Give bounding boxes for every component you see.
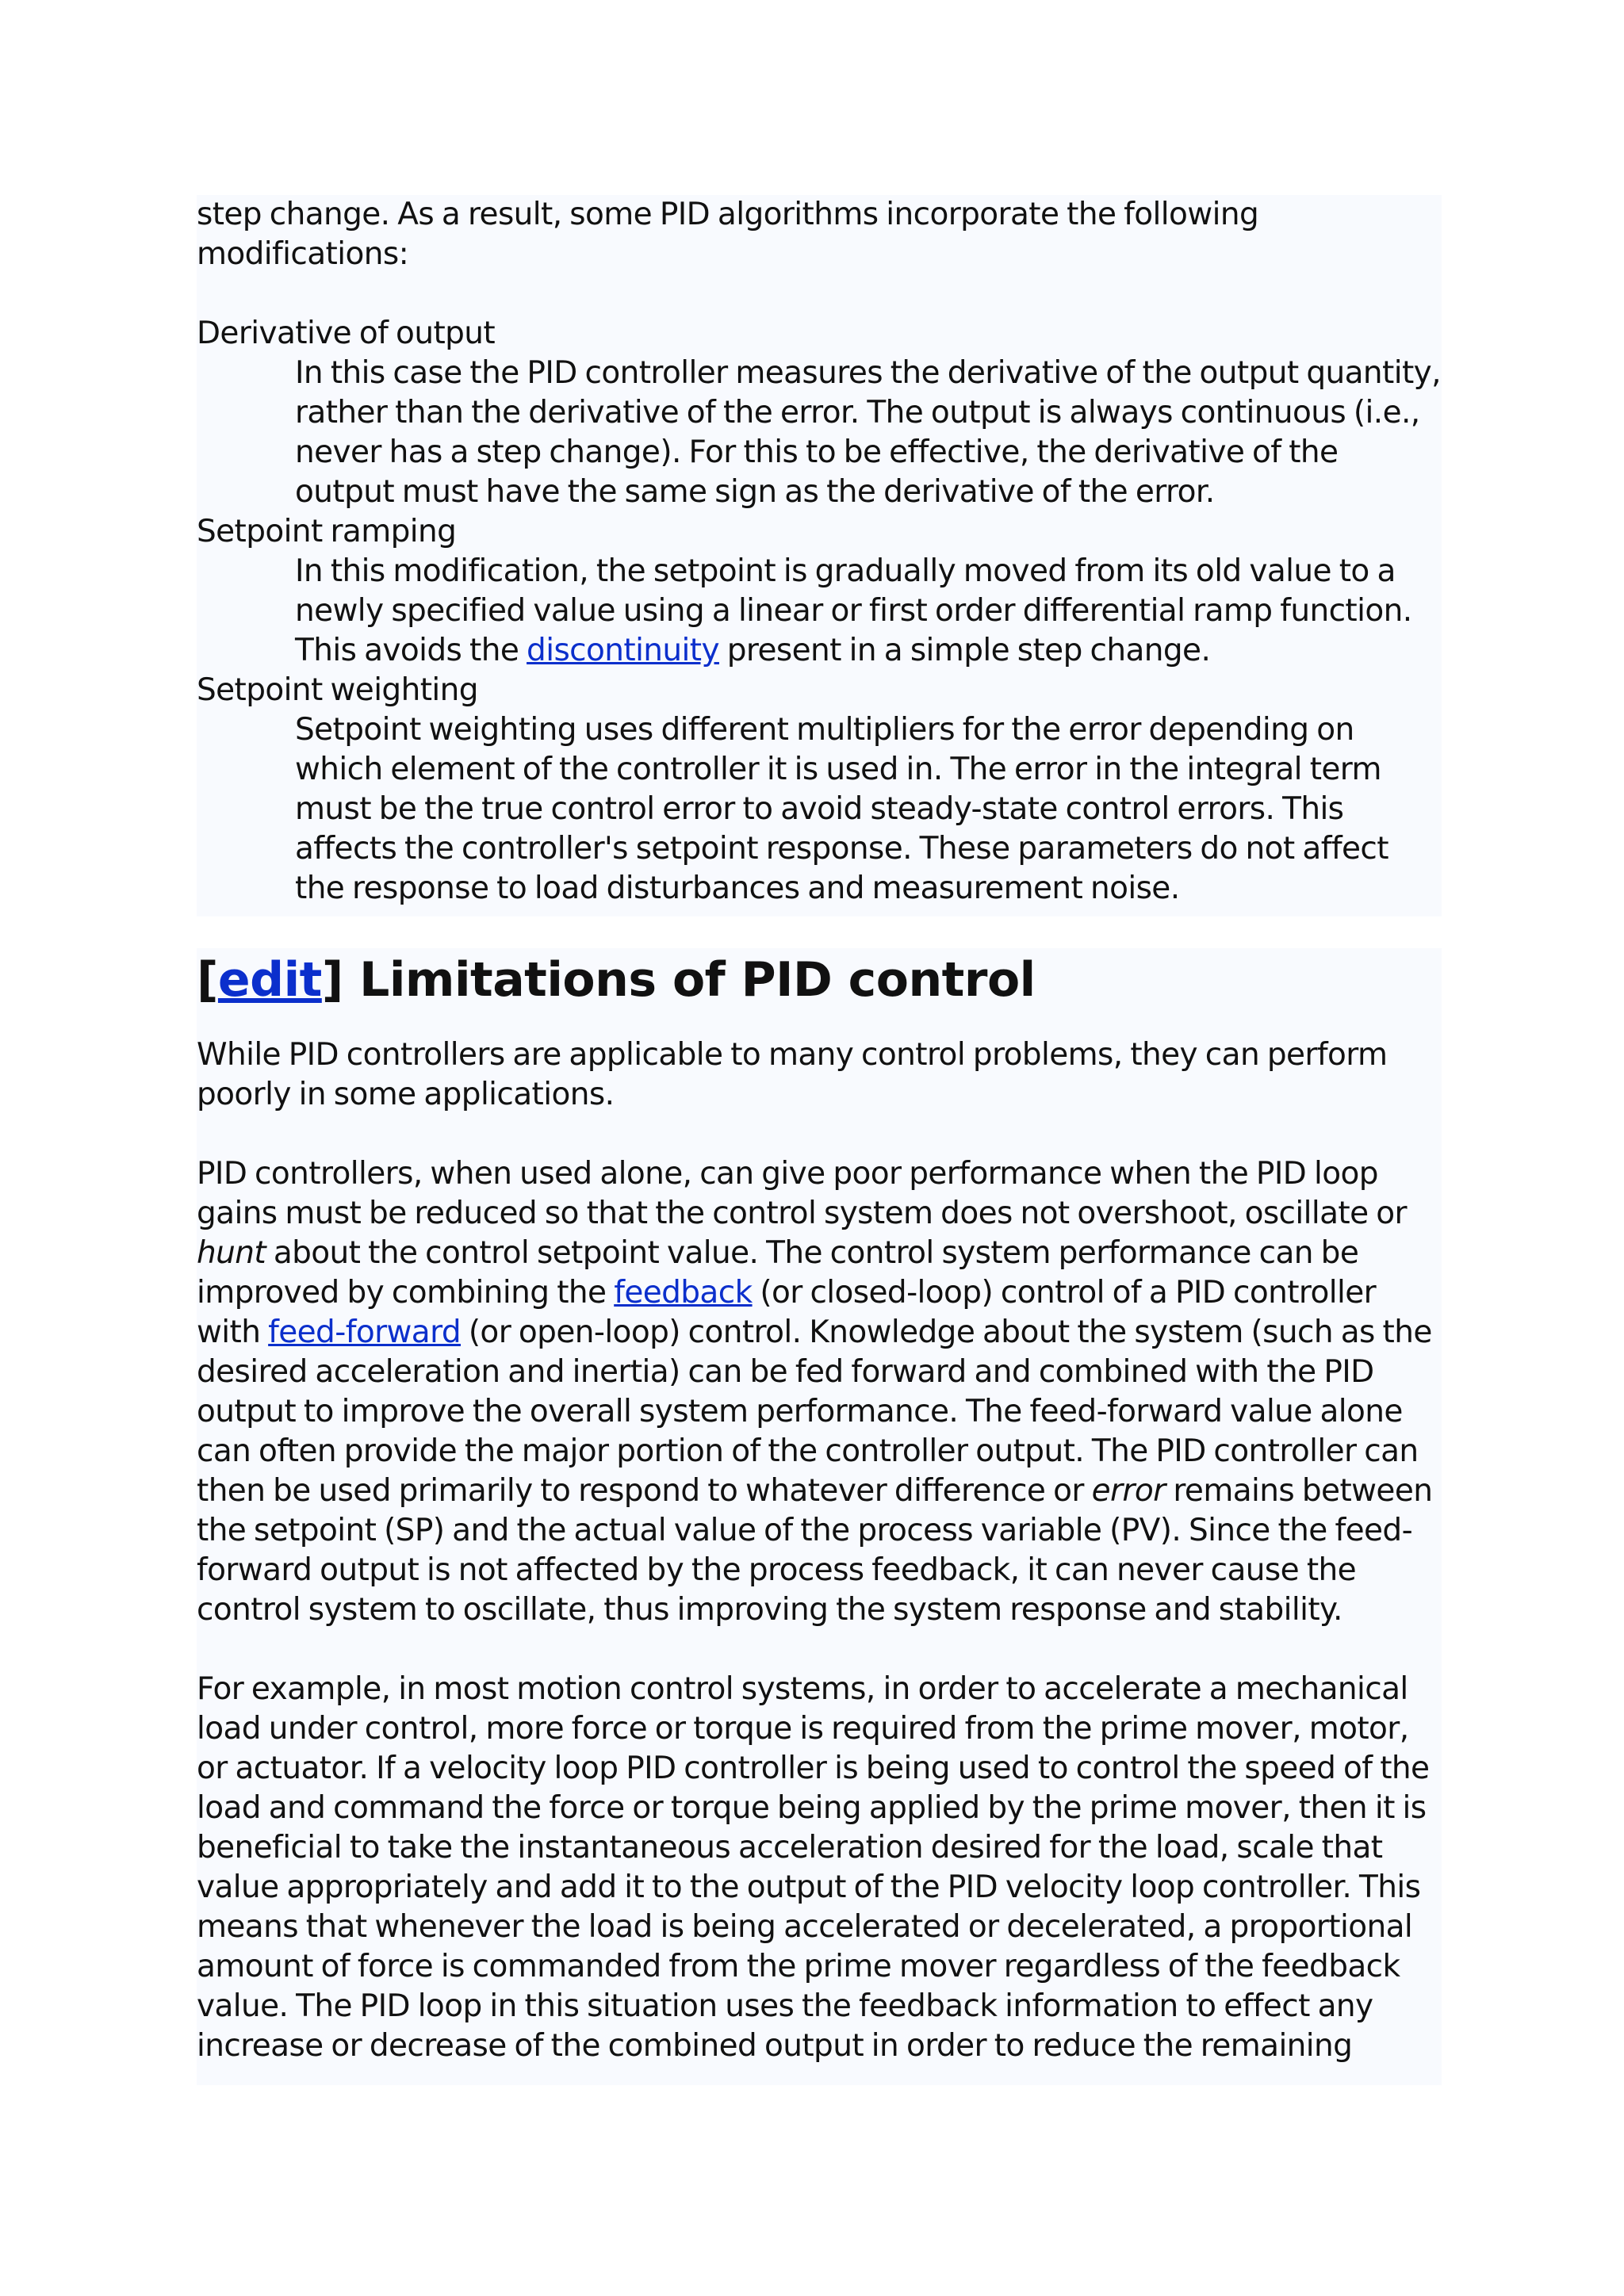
modifications-block	[197, 195, 1442, 916]
term-derivative-of-output: Derivative of output	[197, 316, 496, 351]
paragraph-text: about the control setpoint value. The control system performance can be improved by combining the	[197, 1235, 1359, 1311]
spacer	[197, 1630, 1442, 1670]
paragraph-text: PID controllers, when used alone, can give poor performance when the PID loop gains must be reduced so that the control system does not overshoot, oscillate or	[197, 1156, 1407, 1231]
spacer	[197, 274, 1442, 314]
definition-text: present in a simple step change.	[718, 633, 1211, 668]
paragraph-3: For example, in most motion control systems, in order to accelerate a mechanical load under control, more force or torque is required from the prime mover, motor, or actuator. If a velocity loop PID controller is being used to control the speed of the load and command the force or torque being applied by the prime mover, then it is beneficial to take the instantaneous acceleration desired for the load, scale that value appropriately and add it to the output of the PID velocity loop controller. This means that whenever the load is being accelerated or decelerated, a proportional amount of force is commanded from the prime mover regardless of the feedback value. The PID loop in this situation uses the feedback information to effect any increase or decrease of the combined output in order to reduce the remaining	[197, 1671, 1430, 2064]
bracket-close: ]	[321, 952, 343, 1008]
definition-text: In this modification, the setpoint is gradually moved from its old value to a newly specified value using a linear or first order differential ramp function. This avoids the	[295, 553, 1412, 668]
term-setpoint-ramping: Setpoint ramping	[197, 514, 457, 549]
section-title: Limitations of PID control	[343, 952, 1036, 1008]
discontinuity-link[interactable]: discontinuity	[527, 633, 719, 668]
limitations-section	[197, 948, 1442, 2085]
feedback-link[interactable]: feedback	[614, 1275, 753, 1311]
spacer	[197, 1012, 1442, 1035]
feed-forward-link[interactable]: feed-forward	[268, 1314, 462, 1350]
paragraph-text: remains between the setpoint (SP) and the actual value of the process variable (PV). Since the feed-forward output is not affected by the process feedback, it can never cause the control system to oscillate, thus improving the system response and stability.	[197, 1473, 1433, 1628]
definition-setpoint-ramping	[295, 552, 1442, 671]
edit-link[interactable]: edit	[217, 952, 322, 1008]
definition-derivative-of-output: In this case the PID controller measures the derivative of the output quantity, rather than the derivative of the error. The output is always continuous (i.e., never has a step change). For this to be effective, the derivative of the output must have the same sign as the derivative of the error.	[295, 355, 1441, 510]
paragraph-2	[197, 1154, 1442, 1630]
term-setpoint-weighting: Setpoint weighting	[197, 672, 478, 708]
error-emphasis: error	[1091, 1473, 1166, 1509]
spacer	[197, 1115, 1442, 1154]
intro-paragraph: step change. As a result, some PID algorithms incorporate the following modifications:	[197, 197, 1259, 272]
bracket-open: [	[197, 952, 218, 1008]
paragraph-text: (or closed-loop) control of a PID controller with	[197, 1275, 1377, 1350]
paragraph-1: While PID controllers are applicable to many control problems, they can perform poorly in some applications.	[197, 1037, 1388, 1112]
section-heading	[197, 948, 1442, 1012]
definition-setpoint-weighting: Setpoint weighting uses different multipliers for the error depending on which element of the controller it is used in. The error in the integral term must be the true control error to avoid steady-state control errors. This affects the controller's setpoint response. These parameters do not affect the response to load disturbances and measurement noise.	[295, 712, 1388, 906]
paragraph-text: (or open-loop) control. Knowledge about the system (such as the desired acceleration and inertia) can be fed forward and combined with the PID output to improve the overall system performance. The feed-forward value alone can often provide the major portion of the controller output. The PID controller can then be used primarily to respond to whatever difference or	[197, 1314, 1432, 1509]
hunt-emphasis: hunt	[197, 1235, 266, 1271]
